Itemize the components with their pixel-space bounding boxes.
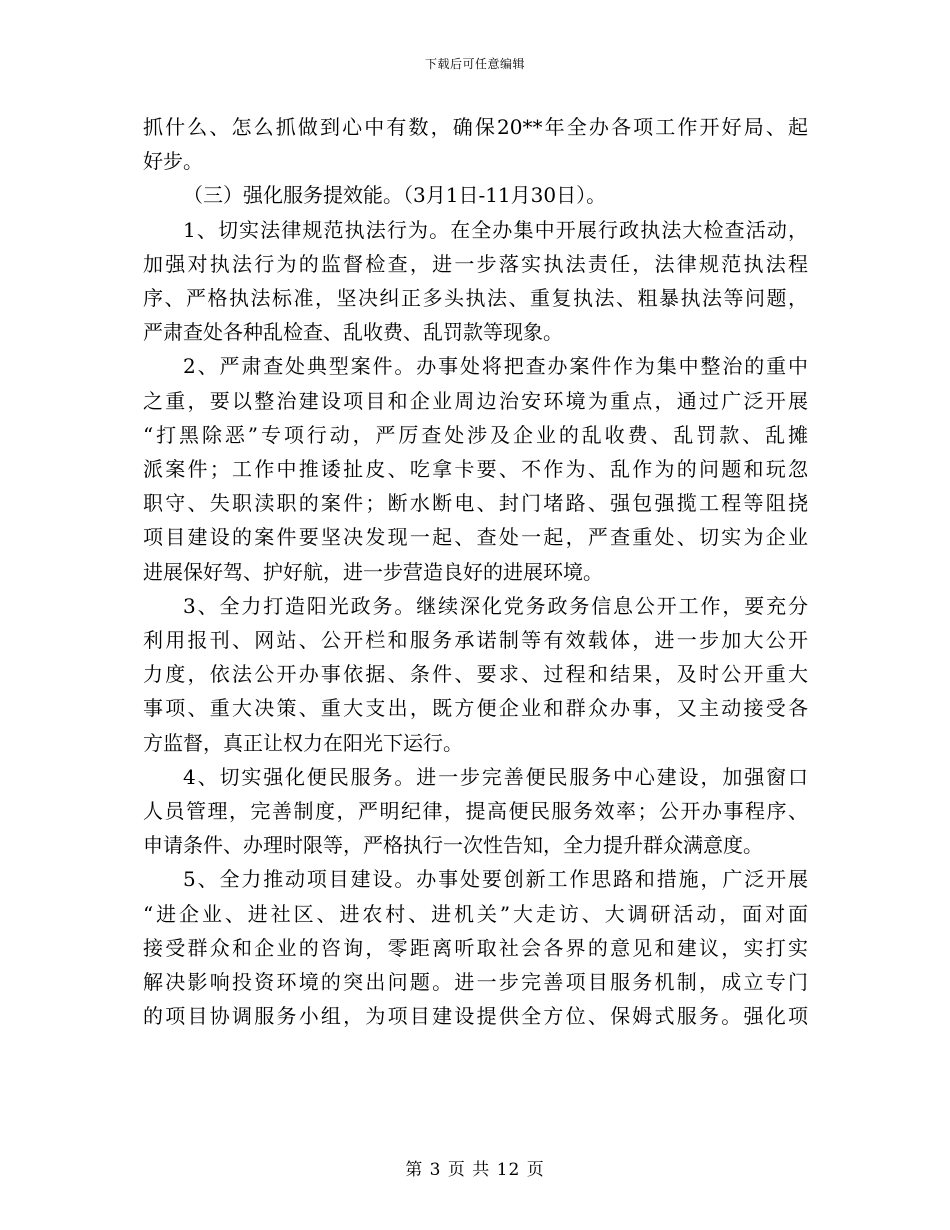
text-line: 的项目协调服务小组，为项目建设提供全方位、保姆式服务。强化项 bbox=[143, 1004, 808, 1029]
section-heading bbox=[143, 178, 808, 212]
text-line: 派案件；工作中推诿扯皮、吃拿卡要、不作为、乱作为的问题和玩忽 bbox=[143, 457, 808, 482]
paragraph bbox=[143, 110, 808, 178]
text-line: 好步。 bbox=[143, 149, 203, 174]
text-line: 接受群众和企业的咨询，零距离听取社会各界的意见和建议，实打实 bbox=[143, 935, 808, 960]
text-line: 项目建设的案件要坚决发现一起、查处一起，严查重处、切实为企业 bbox=[143, 525, 808, 550]
text-line: 序、严格执法标准，坚决纠正多头执法、重复执法、粗暴执法等问题， bbox=[143, 286, 808, 311]
text-line: 严肃查处各种乱检查、乱收费、乱罚款等现象。 bbox=[143, 320, 563, 345]
paragraph bbox=[143, 349, 808, 588]
text-line: 3、全力打造阳光政务。继续深化党务政务信息公开工作，要充分 bbox=[183, 593, 808, 618]
text-line: 4、切实强化便民服务。进一步完善便民服务中心建设，加强窗口 bbox=[183, 764, 808, 789]
text-line: 解决影响投资环境的突出问题。进一步完善项目服务机制，成立专门 bbox=[143, 970, 808, 995]
text-line: 力度，依法公开办事依据、条件、要求、过程和结果，及时公开重大 bbox=[143, 662, 808, 687]
text-line: 进展保好驾、护好航，进一步营造良好的进展环境。 bbox=[143, 559, 603, 584]
paragraph bbox=[143, 862, 808, 1033]
text-line: 人员管理，完善制度，严明纪律，提高便民服务效率；公开办事程序、 bbox=[143, 799, 808, 824]
text-line: （三）强化服务提效能。（3月1日-11月30日）。 bbox=[183, 183, 607, 208]
text-line: 职守、失职渎职的案件；断水断电、封门堵路、强包强揽工程等阻挠 bbox=[143, 491, 808, 516]
text-line: “打黑除恶”专项行动，严厉查处涉及企业的乱收费、乱罚款、乱摊 bbox=[143, 422, 808, 447]
page-header: 下载后可任意编辑 bbox=[424, 57, 525, 71]
paragraph bbox=[143, 213, 808, 350]
document-body bbox=[143, 110, 808, 1033]
text-line: 之重，要以整治建设项目和企业周边治安环境为重点，通过广泛开展 bbox=[143, 388, 808, 413]
text-line: 方监督，真正让权力在阳光下运行。 bbox=[143, 730, 463, 755]
text-line: 加强对执法行为的监督检查，进一步落实执法责任，法律规范执法程 bbox=[143, 251, 808, 276]
text-line: 2、严肃查处典型案件。办事处将把查办案件作为集中整治的重中 bbox=[183, 354, 808, 379]
text-line: “进企业、进社区、进农村、进机关”大走访、大调研活动，面对面 bbox=[143, 901, 808, 926]
paragraph bbox=[143, 760, 808, 863]
page-footer: 第 3 页 共 12 页 bbox=[405, 1160, 545, 1180]
text-line: 申请条件、办理时限等，严格执行一次性告知，全力提升群众满意度。 bbox=[143, 833, 763, 858]
text-line: 事项、重大决策、重大支出，既方便企业和群众办事，又主动接受各 bbox=[143, 696, 808, 721]
paragraph bbox=[143, 589, 808, 760]
text-line: 5、全力推动项目建设。办事处要创新工作思路和措施，广泛开展 bbox=[183, 867, 808, 892]
text-line: 抓什么、怎么抓做到心中有数，确保20**年全办各项工作开好局、起 bbox=[143, 115, 808, 139]
text-line: 1、切实法律规范执法行为。在全办集中开展行政执法大检查活动， bbox=[183, 217, 808, 242]
text-line: 利用报刊、网站、公开栏和服务承诺制等有效载体，进一步加大公开 bbox=[143, 628, 808, 653]
